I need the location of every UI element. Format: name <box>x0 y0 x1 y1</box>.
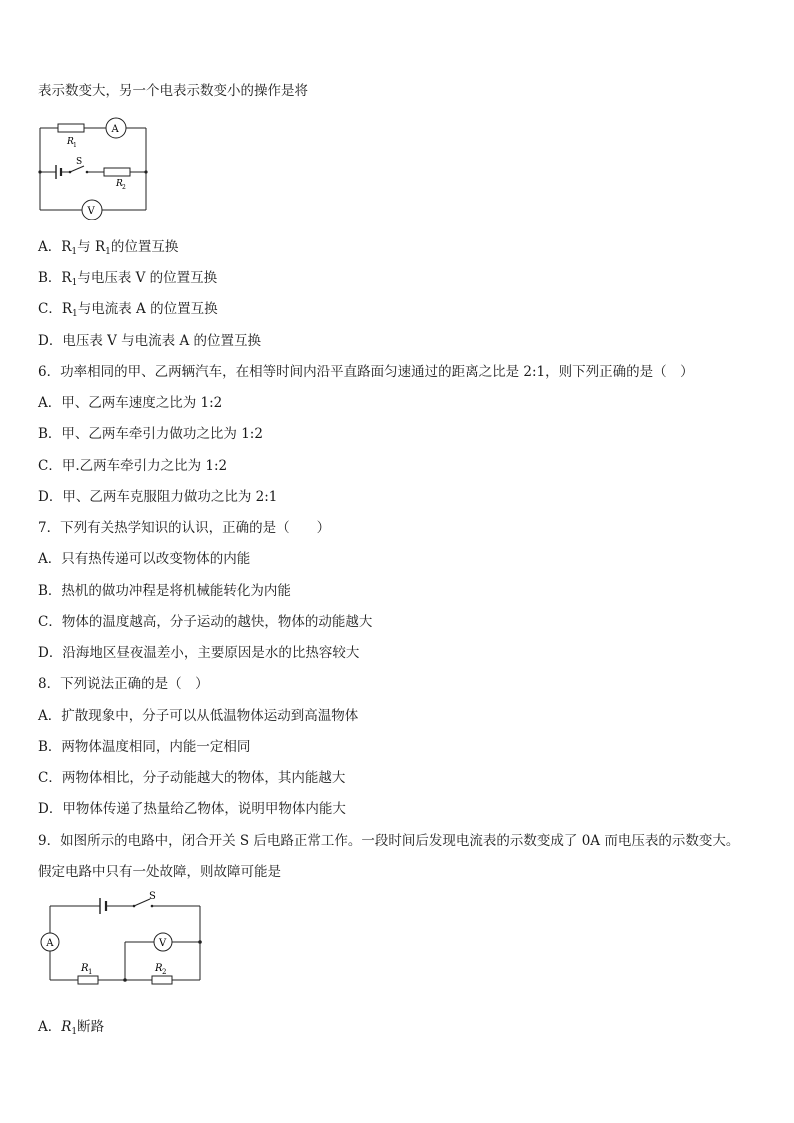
q9-resistor-r2 <box>152 976 172 984</box>
q9-voltmeter-label: V <box>159 938 167 949</box>
q9-stem-line1: 9．如图所示的电路中，闭合开关 S 后电路正常工作。一段时间后发现电流表的示数变成了 0A 而电压表的示数变大。 <box>38 833 740 849</box>
q9-ammeter-label: A <box>46 938 54 949</box>
q5-stem-tail: 表示数变大，另一个电表示数变小的操作是将 <box>38 83 308 99</box>
q5-r2-label: R <box>116 179 123 189</box>
q9-r2-label: R <box>155 963 163 974</box>
q7-option-a: A．只有热传递可以改变物体的内能 <box>38 551 251 567</box>
q6-option-d: D．甲、乙两车克服阻力做功之比为 2:1 <box>38 489 278 505</box>
q7-option-d: D．沿海地区昼夜温差小，主要原因是水的比热容较大 <box>38 645 360 661</box>
q7-option-c: C．物体的温度越高，分子运动的越快，物体的动能越大 <box>38 614 373 630</box>
q9-resistor-r1 <box>78 976 98 984</box>
q8-stem: 8．下列说法正确的是（ ） <box>38 676 209 692</box>
q9-r1-sub: 1 <box>88 968 93 976</box>
q8-option-b: B．两物体温度相同，内能一定相同 <box>38 739 251 755</box>
q9-r2-sub: 2 <box>162 968 167 976</box>
q5-r1-label: R <box>67 137 74 147</box>
q9-stem-line2: 假定电路中只有一处故障，则故障可能是 <box>38 864 281 880</box>
q9-switch-label: S <box>149 891 156 902</box>
q6-stem: 6．功率相同的甲、乙两辆汽车，在相等时间内沿平直路面匀速通过的距离之比是 2:1，则下列正确的是（ ） <box>38 364 694 380</box>
q5-ammeter-label: A <box>111 124 119 135</box>
q5-r2-sub: 2 <box>122 184 126 191</box>
q5-switch-label: S <box>76 157 83 167</box>
q5-r1-sub: 1 <box>73 142 77 149</box>
q5-resistor-r1 <box>58 124 84 132</box>
q9-circuit-diagram <box>38 890 208 990</box>
q7-stem: 7．下列有关热学知识的认识，正确的是（ ） <box>38 520 331 536</box>
q9-r1-label: R <box>81 963 89 974</box>
q5-circuit-diagram <box>36 116 152 220</box>
q6-option-c: C．甲.乙两车牵引力之比为 1:2 <box>38 458 228 474</box>
q5-voltmeter-label: V <box>87 206 95 217</box>
q7-option-b: B．热机的做功冲程是将机械能转化为内能 <box>38 583 291 599</box>
q6-option-a: A．甲、乙两车速度之比为 1:2 <box>38 395 223 411</box>
q5-resistor-r2 <box>104 168 130 176</box>
q5-option-a: A．$R_1$与 $R_1$的位置互换 <box>38 239 179 257</box>
q5-option-b: B．$R_1$与电压表 V 的位置互换 <box>38 270 218 288</box>
q6-option-b: B．甲、乙两车牵引力做功之比为 1:2 <box>38 426 263 442</box>
q8-option-c: C．两物体相比，分子动能越大的物体，其内能越大 <box>38 770 346 786</box>
q5-option-c: C．$R_1$与电流表 A 的位置互换 <box>38 301 218 319</box>
q8-option-a: A．扩散现象中，分子可以从低温物体运动到高温物体 <box>38 708 359 724</box>
q9-option-a: A．$R_1$断路 <box>38 1019 105 1037</box>
q8-option-d: D．甲物体传递了热量给乙物体，说明甲物体内能大 <box>38 801 346 817</box>
q5-option-d: D．电压表 V 与电流表 A 的位置互换 <box>38 333 261 349</box>
